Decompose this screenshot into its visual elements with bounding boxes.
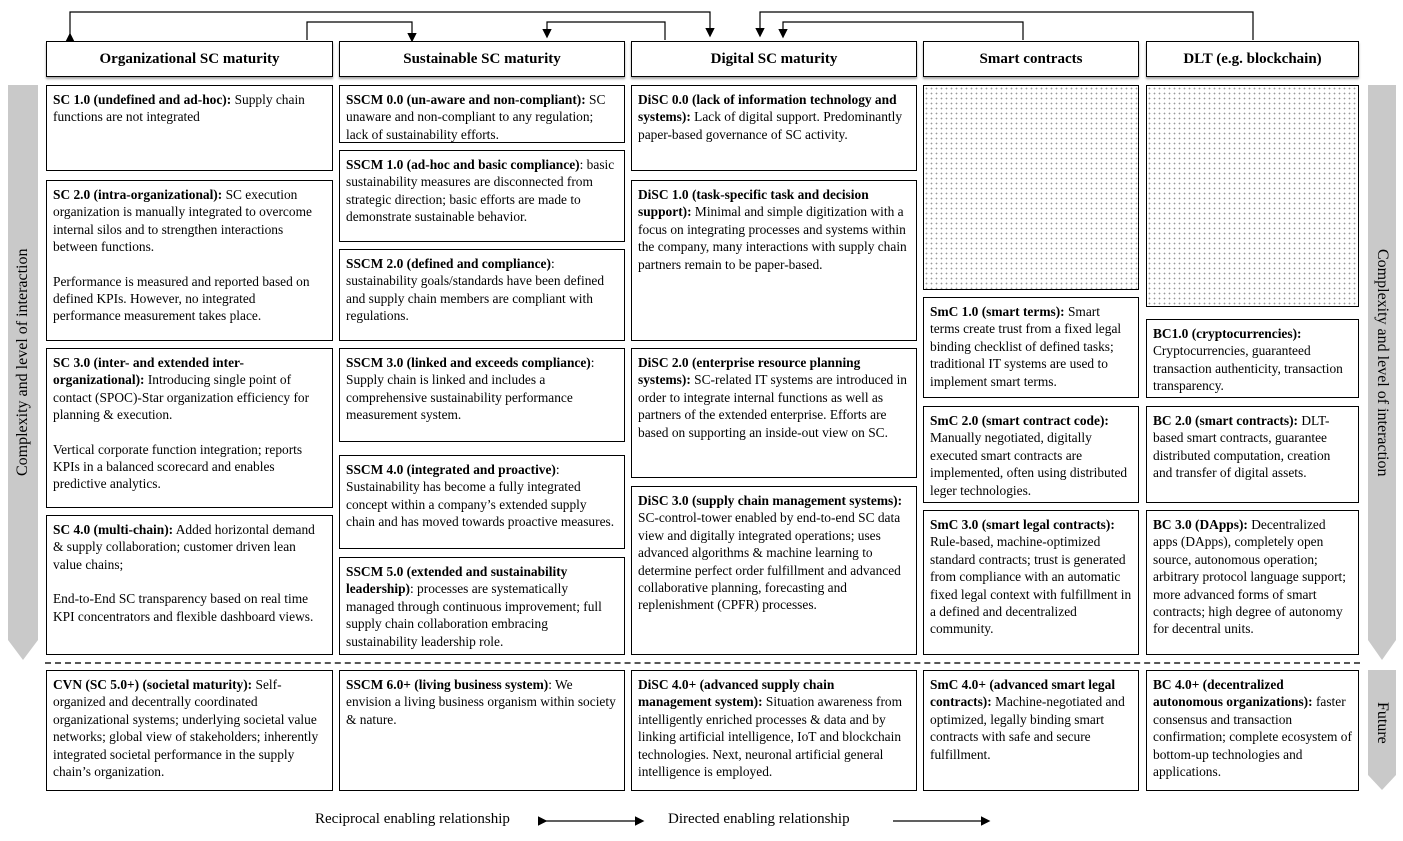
header-digital: Digital SC maturity xyxy=(631,41,917,77)
left-side-label: Complexity and level of interaction xyxy=(14,248,31,477)
org-sc3-text2: Vertical corporate function integration; reports KPIs in a balanced scorecard and enables predictive analytics. xyxy=(53,441,303,492)
org-box-sc3 xyxy=(46,348,333,508)
dig-4-title: DiSC 4.0+ (advanced supply chain management system): xyxy=(638,677,835,710)
smart-digital-connector xyxy=(783,22,1023,40)
header-dlt: DLT (e.g. blockchain) xyxy=(1146,41,1359,77)
sus-4-text: : Sustainability has become a fully integrated concept within a company’s extended supply chain and has moved towards proactive measures. xyxy=(346,462,615,530)
dlt-box-3 xyxy=(1146,510,1359,655)
org-sc3-text: Introducing single point of contact (SPOC)-Star organization efficiency for planning & execution. xyxy=(53,372,310,423)
smart-2-title: SmC 2.0 (smart contract code): xyxy=(930,413,1109,428)
header-sustainable: Sustainable SC maturity xyxy=(339,41,625,77)
smart-hatched-area xyxy=(923,85,1139,290)
smart-2-text: Manually negotiated, digitally executed smart contracts are implemented, often using distributed leger technologies. xyxy=(930,430,1128,498)
sus-6-title: SSCM 6.0+ (living business system) xyxy=(346,677,549,692)
org-digital-connector xyxy=(70,12,710,35)
dlt-box-2 xyxy=(1146,406,1359,503)
dig-2-title: DiSC 2.0 (enterprise resource planning systems): xyxy=(638,355,861,388)
sus-2-text: : sustainability goals/standards have been defined and supply chain members are compliant with regulations. xyxy=(346,256,605,324)
dlt-box-4 xyxy=(1146,670,1359,791)
smart-box-2 xyxy=(923,406,1139,503)
dig-box-2 xyxy=(631,348,917,478)
sus-box-3 xyxy=(339,348,625,442)
smart-box-1 xyxy=(923,297,1139,398)
sus-3-title: SSCM 3.0 (linked and exceeds compliance) xyxy=(346,355,591,370)
org-box-cvn xyxy=(46,670,333,791)
dig-0-text: Lack of digital support. Predominantly paper-based governance of SC activity. xyxy=(638,109,903,142)
dig-4-text: Situation awareness from intelligently enriched processes & data and by linking artificial intelligence, IoT and blockchain technologies. Next, neuronal artificial general intelligence is employed. xyxy=(638,694,903,780)
org-sc1-title: SC 1.0 (undefined and ad-hoc): xyxy=(53,92,232,107)
sus-1-title: SSCM 1.0 (ad-hoc and basic compliance) xyxy=(346,157,580,172)
dlt-2-title: BC 2.0 (smart contracts): xyxy=(1153,413,1299,428)
sus-box-1 xyxy=(339,150,625,242)
sus-box-6 xyxy=(339,670,625,791)
dig-1-title: DiSC 1.0 (task-specific task and decision support): xyxy=(638,187,869,220)
dlt-1-title: BC1.0 (cryptocurrencies): xyxy=(1153,326,1302,341)
sus-3-text: : Supply chain is linked and includes a comprehensive sustainability performance measurement system. xyxy=(346,355,595,423)
sus-box-0 xyxy=(339,85,625,143)
smart-box-4 xyxy=(923,670,1139,791)
sus-5-title: SSCM 5.0 (extended and sustainability leadership) xyxy=(346,564,568,597)
dig-3-text: SC-control-tower enabled by end-to-end SC data view and digitally integrated operations; uses advanced algorithms & machine learning to determine perfect order fulfillment and advanced collaborative planning, forecasting and replenishment (CPFR) processes. xyxy=(638,510,901,613)
header-organizational: Organizational SC maturity xyxy=(46,41,333,77)
smart-1-title: SmC 1.0 (smart terms): xyxy=(930,304,1065,319)
dlt-4-title: BC 4.0+ (decentralized autonomous organizations): xyxy=(1153,677,1313,710)
sus-0-title: SSCM 0.0 (un-aware and non-compliant): xyxy=(346,92,586,107)
sus-6-text: : We envision a living business organism within society & nature. xyxy=(346,677,616,727)
dig-0-title: DiSC 0.0 (lack of information technology and systems): xyxy=(638,92,897,125)
legend-reciprocal: Reciprocal enabling relationship xyxy=(315,811,510,827)
dig-1-text: Minimal and simple digitization with a focus on integrating processes and systems within the company, many interactions with supply chain partners remain to be paper-based. xyxy=(638,204,907,272)
legend-directed: Directed enabling relationship xyxy=(668,811,850,827)
smart-1-text: Smart terms create trust from a fixed legal binding checklist of defined tasks; traditional IT systems are used to implement smart terms. xyxy=(930,304,1122,389)
smart-box-3 xyxy=(923,510,1139,655)
org-sustainable-connector xyxy=(307,22,412,40)
dig-box-3 xyxy=(631,486,917,655)
org-box-sc1 xyxy=(46,85,333,171)
org-sc4-text2: End-to-End SC transparency based on real time KPI concentrators and flexible dashboard views. xyxy=(53,591,314,624)
sus-box-5 xyxy=(339,557,625,655)
org-cvn-title: CVN (SC 5.0+) (societal maturity): xyxy=(53,677,253,692)
org-cvn-text: Self-organized and decentrally coordinated organizational systems; underlying societal value networks; global view of stakeholders; inherently integrated societal performance in the supply chain’s organization. xyxy=(53,677,319,780)
org-sc2-text2: Performance is measured and reported based on defined KPIs. However, no integrated performance measurement takes place. xyxy=(53,273,310,324)
smart-3-text: Rule-based, machine-optimized standard contracts; trust is generated from compliance with an automatic fixed legal context with fulfillment in a defined and decentralized community. xyxy=(930,534,1132,637)
org-sc2-title: SC 2.0 (intra-organizational): xyxy=(53,187,223,202)
dig-box-1 xyxy=(631,180,917,341)
dlt-2-text: DLT-based smart contracts, guarantee distributed computation, creation and transfer of digital assets. xyxy=(1153,413,1331,481)
sus-4-title: SSCM 4.0 (integrated and proactive) xyxy=(346,462,556,477)
org-box-sc2 xyxy=(46,180,333,341)
sustainable-digital-connector xyxy=(547,22,665,40)
smart-3-title: SmC 3.0 (smart legal contracts): xyxy=(930,517,1115,532)
sus-1-text: : basic sustainability measures are disconnected from strategic direction; basic efforts are made to demonstrate sustainable behavior. xyxy=(346,157,615,225)
sus-box-4 xyxy=(339,455,625,549)
org-sc1-text: Supply chain functions are not integrated xyxy=(53,92,305,125)
dlt-3-title: BC 3.0 (DApps): xyxy=(1153,517,1248,532)
dig-box-0 xyxy=(631,85,917,171)
org-sc4-title: SC 4.0 (multi-chain): xyxy=(53,522,174,537)
org-sc4-text: Added horizontal demand & supply collaboration; customer driven lean value chains; xyxy=(53,522,315,572)
sus-box-2 xyxy=(339,249,625,341)
smart-4-title: SmC 4.0+ (advanced smart legal contracts): xyxy=(930,677,1116,710)
future-label: Future xyxy=(1374,701,1391,744)
dlt-1-text: Cryptocurrencies, guaranteed transaction authenticity, transaction transparency. xyxy=(1153,343,1343,394)
future-divider xyxy=(45,662,1360,664)
dlt-box-1 xyxy=(1146,319,1359,398)
dlt-digital-connector xyxy=(760,12,1253,40)
org-sc3-title: SC 3.0 (inter- and extended inter-organizational): xyxy=(53,355,244,388)
dig-3-title: DiSC 3.0 (supply chain management systems): xyxy=(638,493,903,508)
sus-2-title: SSCM 2.0 (defined and compliance) xyxy=(346,256,551,271)
dlt-3-text: Decentralized apps (DApps), completely open source, autonomous operation; arbitrary protocol language support; more advanced forms of smart contracts; high degree of autonomy for decentral units. xyxy=(1153,517,1346,637)
header-smart-contracts: Smart contracts xyxy=(923,41,1139,77)
dlt-hatched-area xyxy=(1146,85,1359,307)
smart-4-text: Machine-negotiated and optimized, legally binding smart contracts with safe and secure fulfillment. xyxy=(930,694,1125,762)
sus-0-text: SC unaware and non-compliant to any regulation; lack of sustainability efforts. xyxy=(346,92,606,142)
dig-2-text: SC-related IT systems are introduced in order to integrate internal functions as well as partners of the extended enterprise. Efforts are based on supporting an inside-out view on SC. xyxy=(638,372,907,440)
dlt-4-text: faster consensus and transaction confirmation; complete ecosystem of bottom-up technologies and applications. xyxy=(1153,694,1352,780)
sus-5-text: : processes are systematically managed through continuous improvement; full supply chain collaboration embracing sustainability leadership role. xyxy=(346,581,602,649)
dig-box-4 xyxy=(631,670,917,791)
right-side-label: Complexity and level of interaction xyxy=(1374,248,1391,477)
org-box-sc4 xyxy=(46,515,333,655)
org-sc2-text: SC execution organization is manually integrated to overcome internal silos and to strengthen interactions between functions. xyxy=(53,187,312,255)
